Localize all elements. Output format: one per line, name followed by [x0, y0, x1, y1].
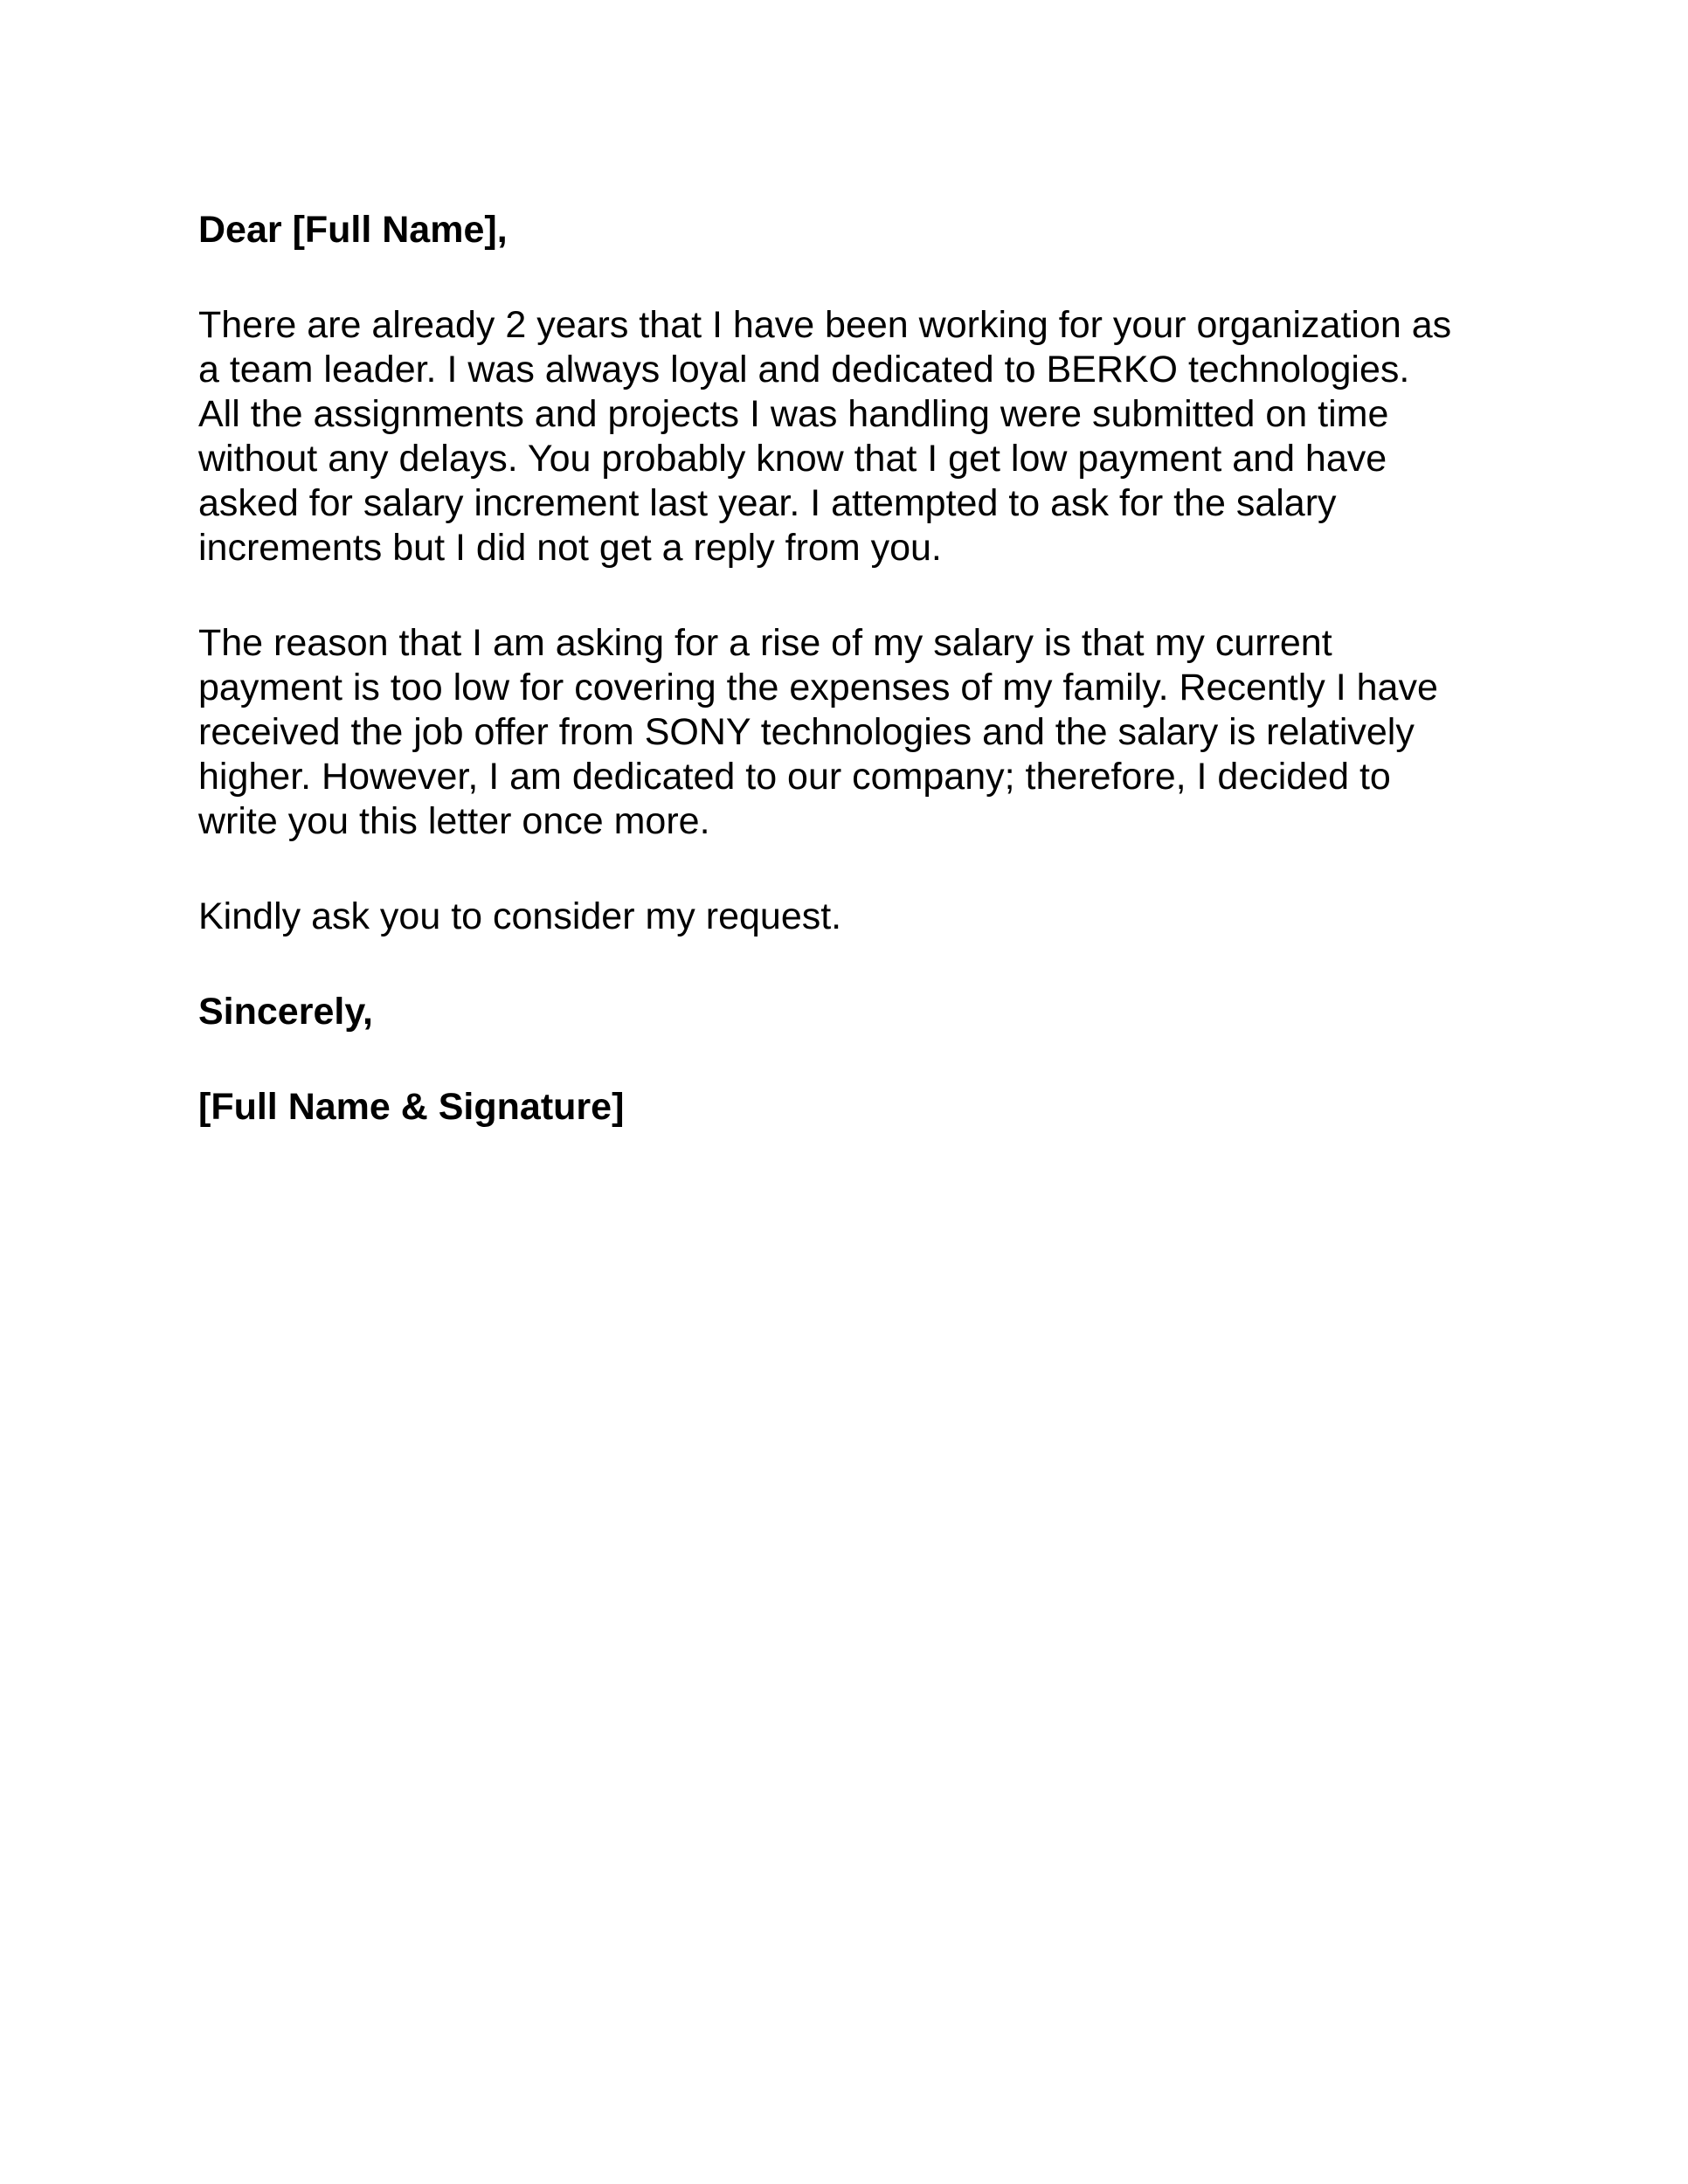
paragraph-2-line: write you this letter once more. [198, 800, 710, 842]
paragraph-1-line: a team leader. I was always loyal and dedicated to BERKO technologies. [198, 349, 1410, 390]
paragraph-3-text: Kindly ask you to consider my request. [198, 895, 842, 937]
paragraph-2-line: The reason that I am asking for a rise of my salary is that my current [198, 622, 1332, 664]
closing [198, 990, 1491, 1034]
paragraph-1-line: increments but I did not get a reply from you. [198, 527, 942, 569]
paragraph-2-line: higher. However, I am dedicated to our company; therefore, I decided to [198, 756, 1391, 798]
paragraph-3 [198, 895, 1491, 939]
letter-content [198, 208, 1491, 1180]
paragraph-1-line: All the assignments and projects I was handling were submitted on time [198, 393, 1389, 435]
salutation-text: Dear [Full Name], [198, 209, 508, 251]
paragraph-1-line: without any delays. You probably know that I get low payment and have [198, 438, 1387, 480]
paragraph-2-line: payment is too low for covering the expenses of my family. Recently I have [198, 667, 1438, 708]
paragraph-1-line: asked for salary increment last year. I attempted to ask for the salary [198, 482, 1337, 524]
signature [198, 1085, 1491, 1130]
paragraph-1 [198, 303, 1491, 570]
closing-text: Sincerely, [198, 991, 373, 1033]
salutation [198, 208, 1491, 252]
paragraph-2-line: received the job offer from SONY technologies and the salary is relatively [198, 711, 1415, 753]
signature-text: [Full Name & Signature] [198, 1086, 625, 1128]
paragraph-2 [198, 621, 1491, 844]
paragraph-1-line: There are already 2 years that I have been working for your organization as [198, 304, 1452, 346]
